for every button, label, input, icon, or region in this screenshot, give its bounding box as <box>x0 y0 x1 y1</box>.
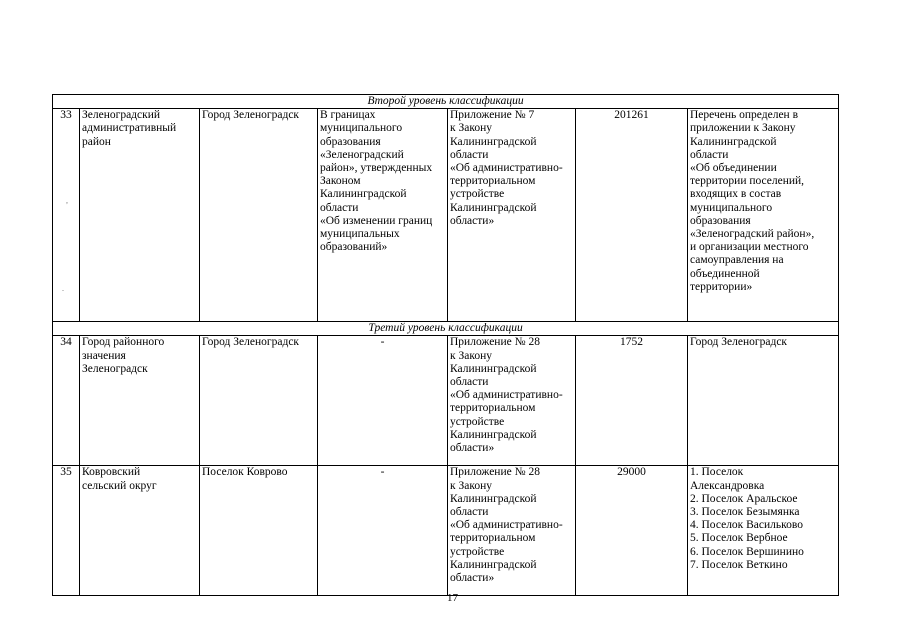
composition-cell: Город Зеленоградск <box>688 336 839 466</box>
table-row <box>53 109 839 322</box>
unit-name-cell: Город районного значения Зеленоградск <box>80 336 200 466</box>
unit-name-cell: Зеленоградский административный район <box>80 109 200 322</box>
legal-annex-cell: Приложение № 7 к Закону Калининградской области «Об административно- территориальном устройстве Калининградской области» <box>448 109 576 322</box>
row-number: 35 <box>53 466 80 596</box>
scan-artifact: , <box>66 196 68 205</box>
borders-cell: - <box>318 466 448 596</box>
table-row <box>53 466 839 596</box>
code-cell: 1752 <box>576 336 688 466</box>
scan-artifact: . <box>62 284 64 293</box>
borders-cell: - <box>318 336 448 466</box>
section-title: Второй уровень классификации <box>53 95 839 109</box>
page-number: 17 <box>447 592 458 604</box>
legal-annex-cell: Приложение № 28 к Закону Калининградской области «Об административно- территориальном устройстве Калининградской области» <box>448 466 576 596</box>
code-cell: 29000 <box>576 466 688 596</box>
classification-table <box>52 94 839 596</box>
composition-cell: Перечень определен в приложении к Закону Калининградской области «Об объединении территории поселений, входящих в состав муниципального образования «Зеленоградский район», и организации местного самоуправления на объединенной территории» <box>688 109 839 322</box>
code-cell: 201261 <box>576 109 688 322</box>
table-row <box>53 336 839 466</box>
composition-cell: 1. Поселок Александровка 2. Поселок Аральское 3. Поселок Безымянка 4. Поселок Васильково 5. Поселок Вербное 6. Поселок Вершинино 7. Поселок Веткино <box>688 466 839 596</box>
admin-center-cell: Город Зеленоградск <box>200 336 318 466</box>
borders-cell: В границах муниципального образования «Зеленоградский район», утвержденных Законом Калининградской области «Об изменении границ муниципальных образований» <box>318 109 448 322</box>
section-header-row <box>53 322 839 336</box>
unit-name-cell: Ковровский сельский округ <box>80 466 200 596</box>
row-number: 33 <box>53 109 80 322</box>
row-number: 34 <box>53 336 80 466</box>
legal-annex-cell: Приложение № 28 к Закону Калининградской области «Об административно- территориальном устройстве Калининградской области» <box>448 336 576 466</box>
admin-center-cell: Город Зеленоградск <box>200 109 318 322</box>
section-title: Третий уровень классификации <box>53 322 839 336</box>
admin-center-cell: Поселок Коврово <box>200 466 318 596</box>
section-header-row <box>53 95 839 109</box>
